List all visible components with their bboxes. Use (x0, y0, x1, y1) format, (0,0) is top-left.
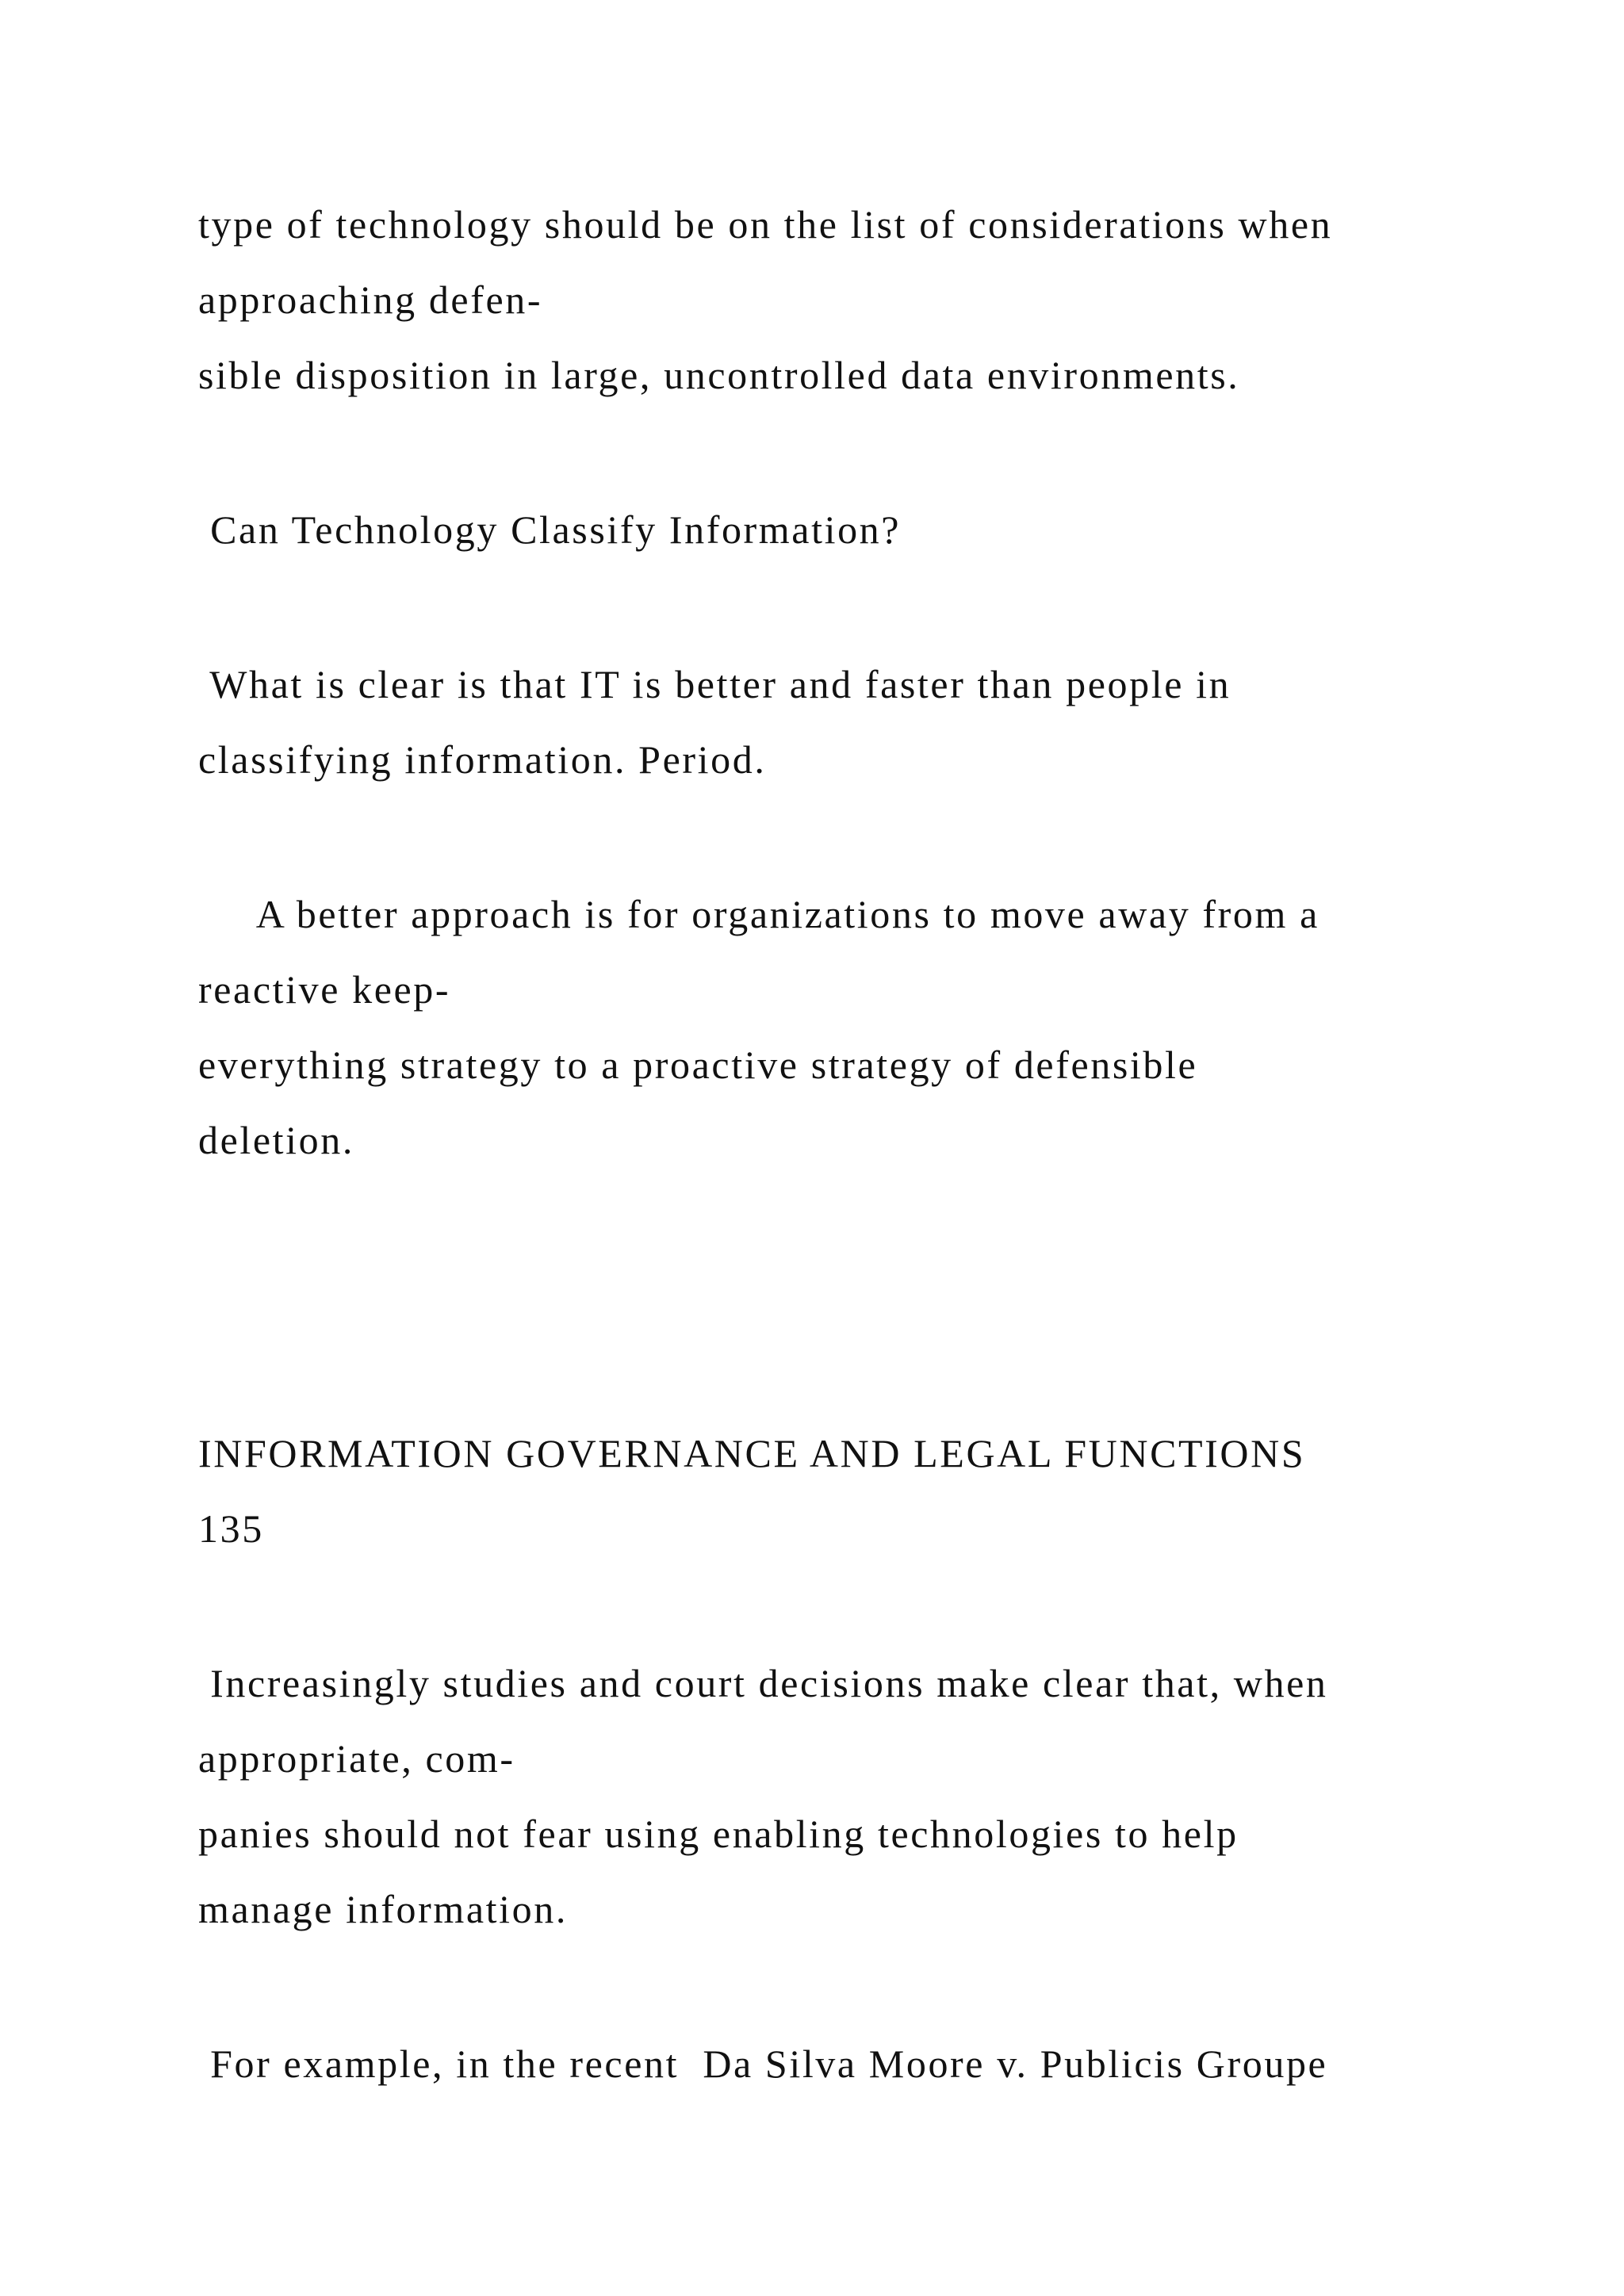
paragraph-4-line-1: Increasingly studies and court decisions make clear that, when (198, 1661, 1328, 1705)
paragraph-1-line-3: sible disposition in large, uncontrolled data environments. (198, 353, 1240, 397)
paragraph-1-line-1: type of technology should be on the list of considerations when (198, 202, 1333, 247)
paragraph-2-line-2: classifying information. Period. (198, 737, 767, 782)
page-number: 135 (198, 1506, 264, 1551)
running-header-title: INFORMATION GOVERNANCE AND LEGAL FUNCTIONS (198, 1431, 1306, 1475)
paragraph-4-line-4: manage information. (198, 1887, 568, 1931)
paragraph-3-line-2: reactive keep- (198, 967, 451, 1012)
paragraph-3-line-1: A better approach is for organizations to move away from a (198, 892, 1320, 936)
paragraph-1-line-2: approaching defen- (198, 277, 543, 322)
paragraph-5-line-1: For example, in the recent Da Silva Moore v. Publicis Groupe (198, 2042, 1328, 2086)
paragraph-4-line-2: appropriate, com- (198, 1736, 515, 1781)
paragraph-2-line-1: What is clear is that IT is better and faster than people in (198, 662, 1231, 706)
paragraph-4-line-3: panies should not fear using enabling technologies to help (198, 1812, 1239, 1856)
paragraph-3-line-4: deletion. (198, 1118, 354, 1162)
paragraph-3-line-3: everything strategy to a proactive strategy of defensible (198, 1043, 1198, 1087)
section-heading: Can Technology Classify Information? (198, 507, 902, 552)
